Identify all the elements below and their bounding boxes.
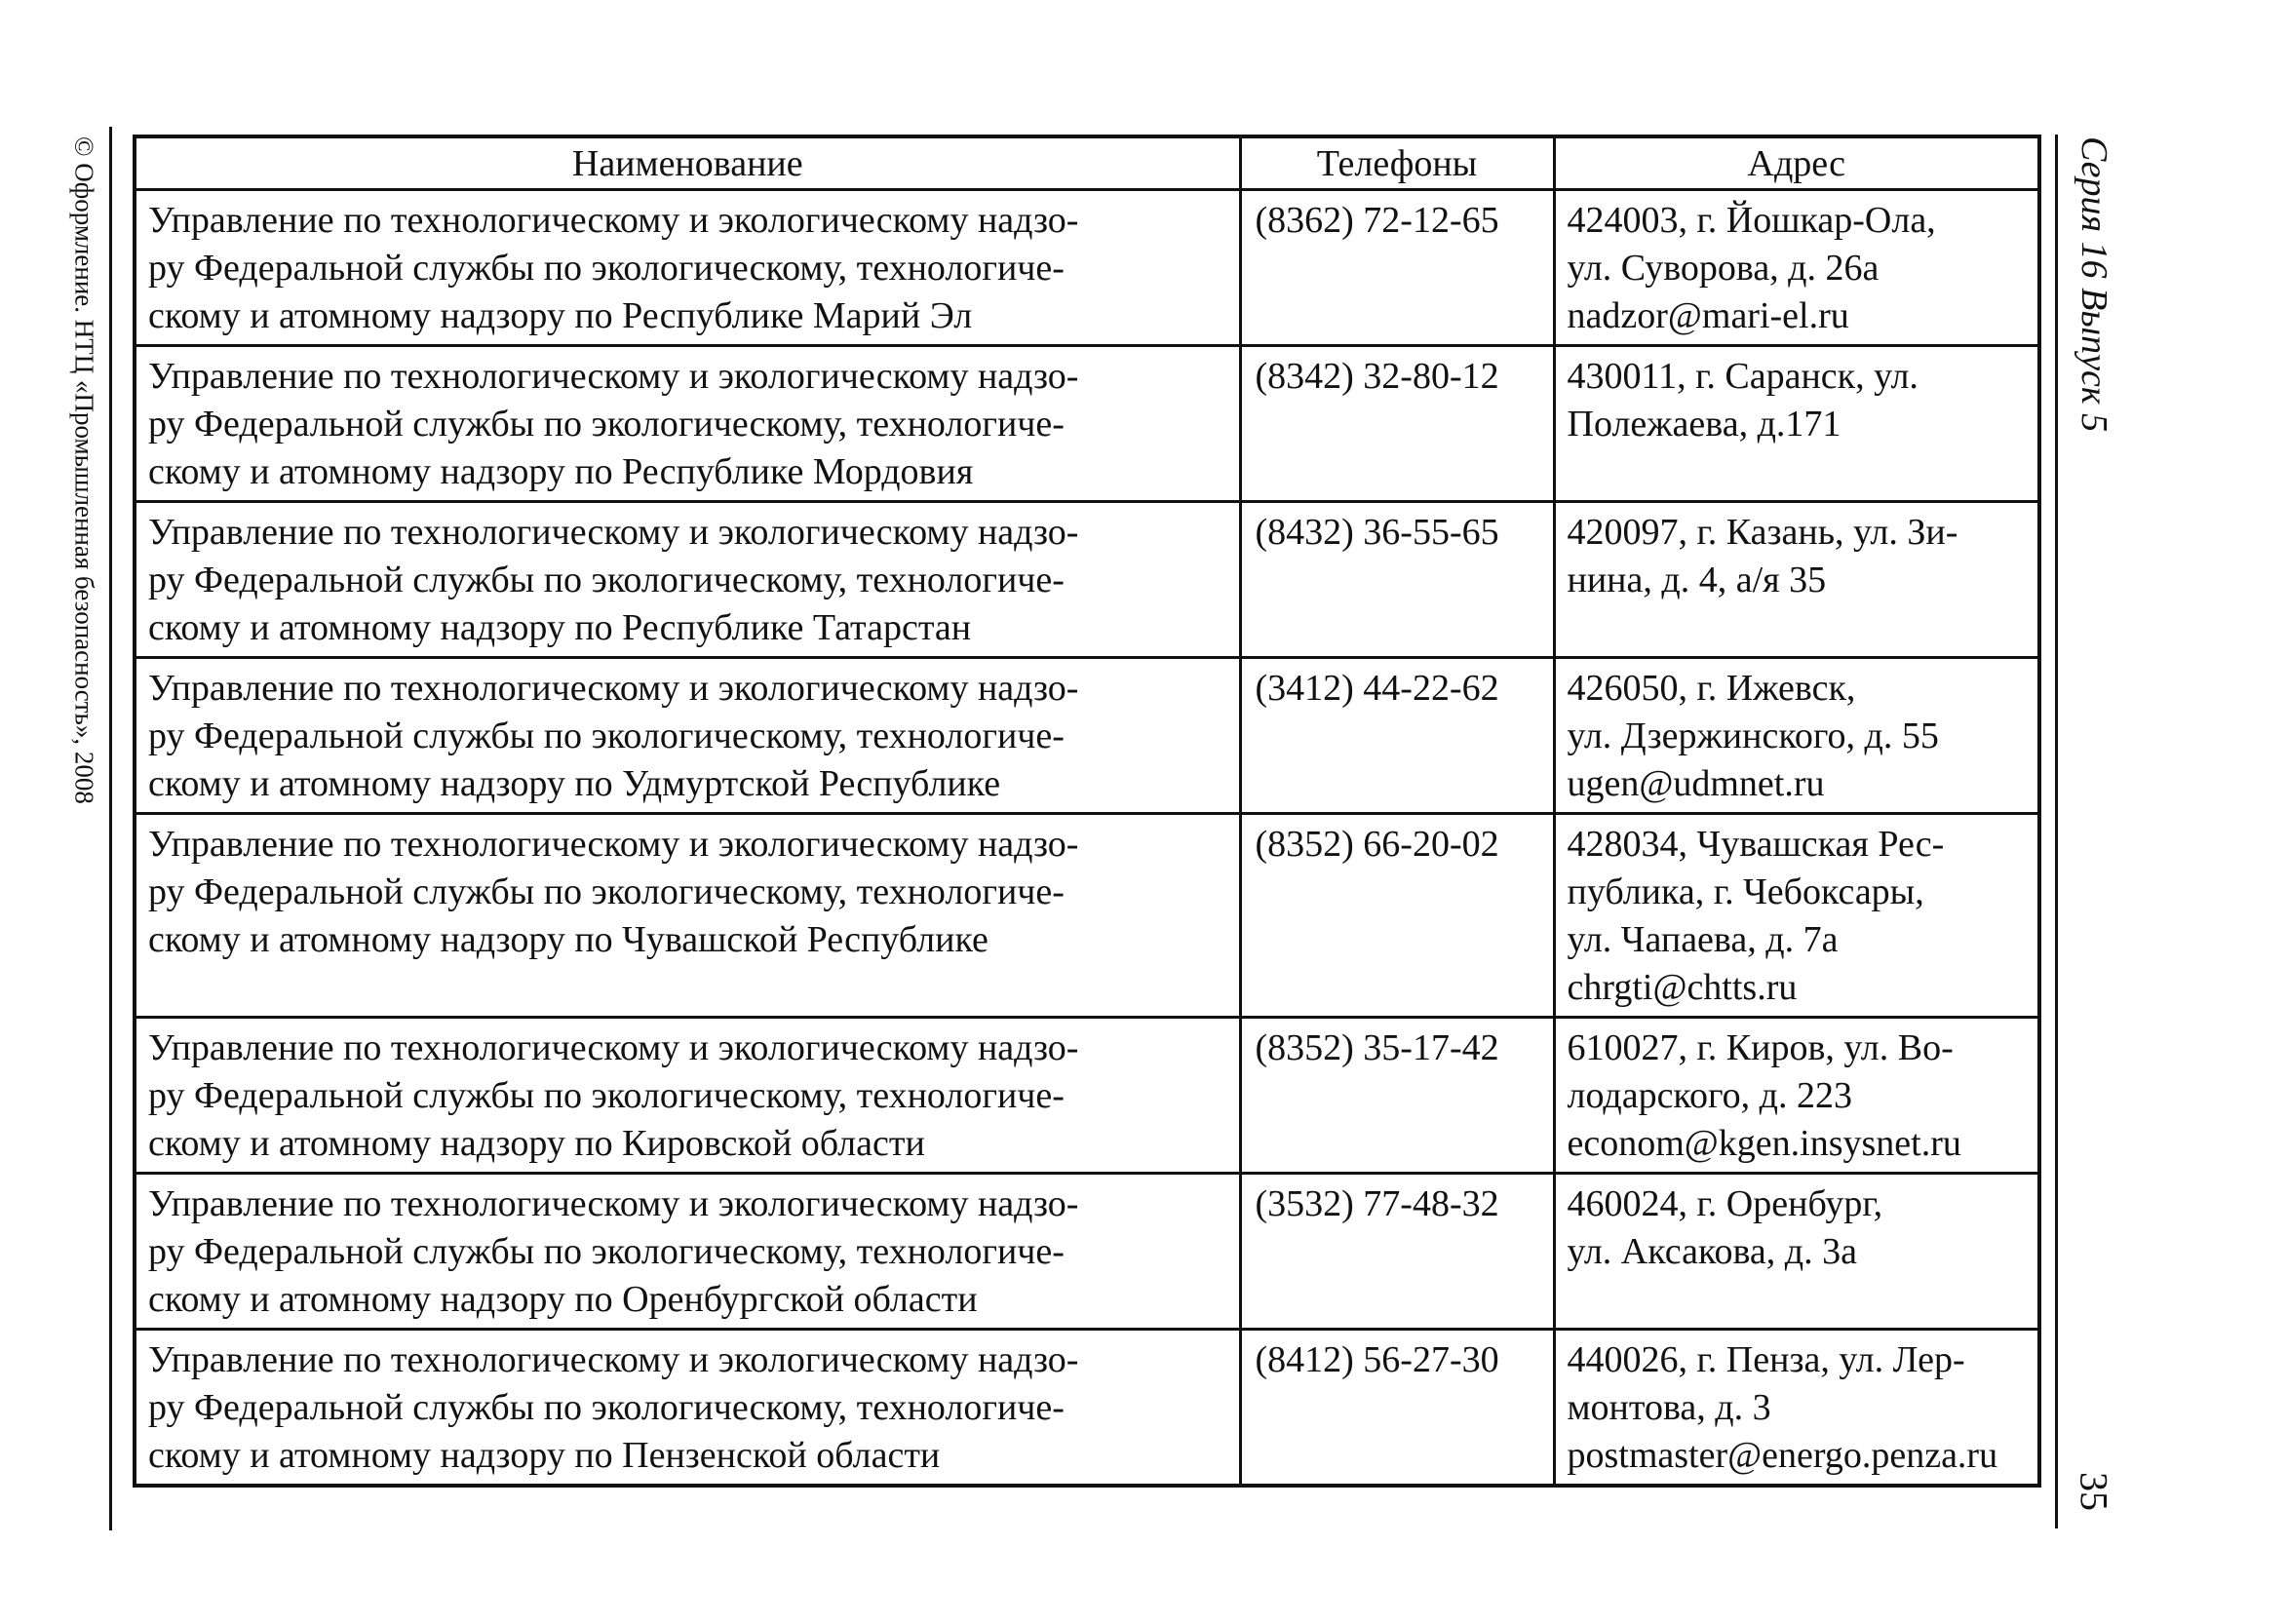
address-cell	[1554, 658, 2039, 814]
table-row	[135, 346, 2039, 502]
organization-name-cell	[135, 1174, 1240, 1330]
address-line: монтова, д. 3	[1567, 1387, 1771, 1428]
organization-name-line: Управление по технологическому и экологическому надзо-	[148, 1027, 1079, 1068]
address-line: 424003, г. Йошкар-Ола,	[1567, 200, 1936, 241]
organization-name-cell	[135, 814, 1240, 1018]
address-line: ул. Аксакова, д. 3а	[1567, 1231, 1857, 1272]
table-row	[135, 658, 2039, 814]
table-row	[135, 1174, 2039, 1330]
header-phones: Телефоны	[1240, 136, 1554, 190]
organization-name-line: ру Федеральной службы по экологическому, технологиче-	[148, 560, 1065, 600]
address-line: нина, д. 4, а/я 35	[1567, 560, 1827, 600]
page-number-text: 35	[2072, 1472, 2116, 1511]
copyright-caption-text: © Оформление. НТЦ «Промышленная безопасность», 2008	[69, 136, 99, 804]
directory-table	[133, 135, 2041, 1488]
address-line: ул. Дзержинского, д. 55	[1567, 715, 1939, 756]
organization-name-line: скому и атомному надзору по Чувашской Республике	[148, 919, 988, 960]
running-header-text: Серия 16 Выпуск 5	[2074, 136, 2114, 433]
address-cell	[1554, 190, 2039, 346]
phone-cell: (8342) 32-80-12	[1240, 346, 1554, 502]
organization-name-cell	[135, 190, 1240, 346]
table-header-row	[135, 136, 2039, 190]
organization-name-cell	[135, 1018, 1240, 1174]
address-cell	[1554, 814, 2039, 1018]
organization-name-line: Управление по технологическому и экологическому надзо-	[148, 824, 1079, 865]
address-line: 428034, Чувашская Рес-	[1567, 824, 1945, 865]
address-line: 440026, г. Пенза, ул. Лер-	[1567, 1339, 1965, 1380]
address-line: ул. Суворова, д. 26а	[1567, 248, 1880, 289]
organization-name-line: Управление по технологическому и экологическому надзо-	[148, 1339, 1079, 1380]
address-line: ул. Чапаева, д. 7а	[1567, 919, 1839, 960]
organization-name-line: Управление по технологическому и экологическому надзо-	[148, 200, 1079, 241]
organization-name-line: скому и атомному надзору по Пензенской области	[148, 1435, 941, 1476]
table-row	[135, 190, 2039, 346]
phone-cell: (8352) 66-20-02	[1240, 814, 1554, 1018]
table-row	[135, 1018, 2039, 1174]
address-line: 460024, г. Оренбург,	[1567, 1183, 1883, 1224]
address-cell	[1554, 346, 2039, 502]
table-row	[135, 1330, 2039, 1487]
phone-cell: (8352) 35-17-42	[1240, 1018, 1554, 1174]
organization-name-line: Управление по технологическому и экологическому надзо-	[148, 356, 1079, 397]
address-line: econom@kgen.insysnet.ru	[1567, 1123, 1961, 1164]
organization-name-line: скому и атомному надзору по Удмуртской Республике	[148, 763, 1001, 804]
organization-name-line: скому и атомному надзору по Республике Мордовия	[148, 451, 974, 492]
organization-name-line: ру Федеральной службы по экологическому, технологиче-	[148, 1075, 1065, 1116]
address-line: Полежаева, д.171	[1567, 404, 1841, 445]
address-cell	[1554, 1330, 2039, 1487]
address-line: postmaster@energo.penza.ru	[1567, 1435, 1998, 1476]
address-line: 610027, г. Киров, ул. Во-	[1567, 1027, 1954, 1068]
organization-name-line: скому и атомному надзору по Кировской области	[148, 1123, 925, 1164]
phone-cell: (8362) 72-12-65	[1240, 190, 1554, 346]
organization-name-line: ру Федеральной службы по экологическому, технологиче-	[148, 715, 1065, 756]
phone-cell: (8412) 56-27-30	[1240, 1330, 1554, 1487]
phone-cell: (3532) 77-48-32	[1240, 1174, 1554, 1330]
organization-name-cell	[135, 1330, 1240, 1487]
organization-name-line: ру Федеральной службы по экологическому, технологиче-	[148, 1387, 1065, 1428]
address-line: nadzor@mari-el.ru	[1567, 295, 1849, 336]
header-address: Адрес	[1554, 136, 2039, 190]
header-name: Наименование	[135, 136, 1240, 190]
organization-name-line: Управление по технологическому и экологическому надзо-	[148, 1183, 1079, 1224]
organization-name-cell	[135, 658, 1240, 814]
table-row	[135, 814, 2039, 1018]
organization-name-line: скому и атомному надзору по Республике Татарстан	[148, 607, 972, 648]
address-line: 426050, г. Ижевск,	[1567, 668, 1856, 709]
organization-name-line: Управление по технологическому и экологическому надзо-	[148, 512, 1079, 553]
organization-name-line: Управление по технологическому и экологическому надзо-	[148, 668, 1079, 709]
organization-name-line: ру Федеральной службы по экологическому, технологиче-	[148, 404, 1065, 445]
address-cell	[1554, 1018, 2039, 1174]
table-body	[135, 190, 2039, 1487]
address-cell	[1554, 1174, 2039, 1330]
phone-cell: (3412) 44-22-62	[1240, 658, 1554, 814]
organization-name-line: скому и атомному надзору по Оренбургской области	[148, 1279, 978, 1320]
table-row	[135, 502, 2039, 658]
right-margin-rule	[2055, 135, 2058, 1528]
address-line: 430011, г. Саранск, ул.	[1567, 356, 1919, 397]
organization-name-line: ру Федеральной службы по экологическому, технологиче-	[148, 871, 1065, 912]
address-cell	[1554, 502, 2039, 658]
address-line: лодарского, д. 223	[1567, 1075, 1852, 1116]
address-line: публика, г. Чебоксары,	[1567, 871, 1924, 912]
organization-name-line: ру Федеральной службы по экологическому, технологиче-	[148, 248, 1065, 289]
address-line: chrgti@chtts.ru	[1567, 967, 1798, 1008]
address-line: ugen@udmnet.ru	[1567, 763, 1825, 804]
phone-cell: (8432) 36-55-65	[1240, 502, 1554, 658]
organization-name-line: скому и атомному надзору по Республике Марий Эл	[148, 295, 973, 336]
address-line: 420097, г. Казань, ул. Зи-	[1567, 512, 1958, 553]
left-margin-rule	[109, 127, 112, 1530]
organization-name-cell	[135, 346, 1240, 502]
organization-name-cell	[135, 502, 1240, 658]
organization-name-line: ру Федеральной службы по экологическому, технологиче-	[148, 1231, 1065, 1272]
